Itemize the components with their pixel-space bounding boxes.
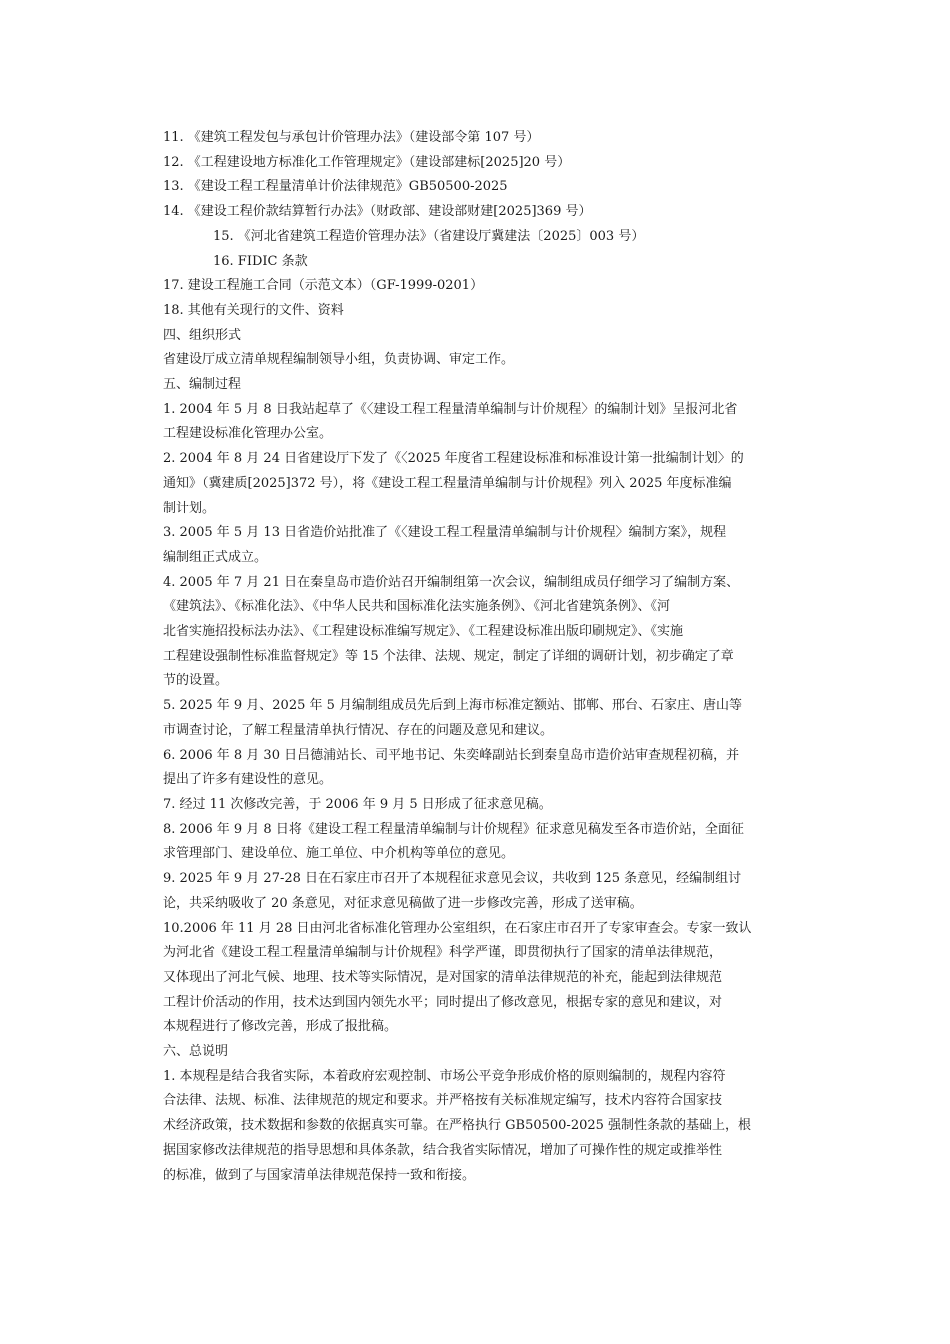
general-list [163, 1065, 793, 1189]
section-process [163, 373, 793, 1040]
general-item [163, 1065, 793, 1189]
text-line: 工程建设强制性标准监督规定》等 15 个法律、法规、规定，制定了详细的调研计划，初步确定了章 [163, 648, 734, 664]
text-line: 论，共采纳吸收了 20 条意见，对征求意见稿做了进一步修改完善，形成了送审稿。 [163, 895, 643, 911]
text-line: 编制组正式成立。 [163, 549, 268, 565]
text-line: 术经济政策，技术数据和参数的依据真实可靠。在严格执行 GB50500-2025 强制性条款的基础上，根 [163, 1118, 752, 1134]
section-organization [163, 324, 793, 373]
text-line: 6. 2006 年 8 月 30 日吕德浦站长、司平地书记、朱奕峰副站长到秦皇岛市造价站审查规程初稿，并 [163, 747, 740, 763]
text-line: 制计划。 [163, 500, 216, 516]
section-heading: 四、组织形式 [163, 327, 242, 343]
reference-item-12: 12. 《工程建设地方标准化工作管理规定》（建设部建标[2025]20 号） [163, 154, 571, 170]
text-line: 8. 2006 年 9 月 8 日将《建设工程工程量清单编制与计价规程》征求意见稿发至各市造价站，全面征 [163, 821, 744, 837]
text-line: 工程计价活动的作用，技术达到国内领先水平；同时提出了修改意见，根据专家的意见和建议，对 [163, 994, 723, 1010]
text-line: 通知》（冀建质[2025]372 号），将《建设工程工程量清单编制与计价规程》列入 2025 年度标准编 [163, 475, 732, 491]
text-line: 本规程进行了修改完善，形成了报批稿。 [163, 1019, 398, 1035]
reference-item-16: 16. FIDIC 条款 [213, 253, 308, 269]
process-item [163, 917, 793, 1041]
section-body: 省建设厅成立清单规程编制领导小组，负责协调、审定工作。 [163, 352, 515, 368]
text-line: 4. 2005 年 7 月 21 日在秦皇岛市造价站召开编制组第一次会议，编制组成员仔细学习了编制方案、 [163, 574, 740, 590]
text-line: 市调查讨论，了解工程量清单执行情况、存在的问题及意见和建议。 [163, 722, 554, 738]
process-item [163, 867, 793, 916]
process-item [163, 818, 793, 867]
reference-item-13: 13. 《建设工程工程量清单计价法律规范》GB50500-2025 [163, 179, 508, 195]
section-heading: 六、总说明 [163, 1044, 229, 1060]
text-line: 节的设置。 [163, 673, 229, 689]
text-line: 9. 2025 年 9 月 27-28 日在石家庄市召开了本规程征求意见会议，共收到 125 条意见，经编制组讨 [163, 871, 742, 887]
text-line: 3. 2005 年 5 月 13 日省造价站批准了《〈建设工程工程量清单编制与计价规程〉编制方案》，规程 [163, 525, 727, 541]
process-item [163, 521, 793, 570]
text-line: 1. 本规程是结合我省实际，本着政府宏观控制、市场公平竞争形成价格的原则编制的，规程内容符 [163, 1068, 726, 1084]
section-general-description [163, 1040, 793, 1188]
text-line: 《建筑法》、《标准化法》、《中华人民共和国标准化法实施条例》、《河北省建筑条例》、《河 [163, 599, 671, 615]
text-line: 的标准，做到了与国家清单法律规范保持一致和衔接。 [163, 1167, 476, 1183]
text-line: 求管理部门、建设单位、施工单位、中介机构等单位的意见。 [163, 846, 515, 862]
text-line: 7. 经过 11 次修改完善，于 2006 年 9 月 5 日形成了征求意见稿。 [163, 796, 552, 812]
text-line: 工程建设标准化管理办公室。 [163, 426, 333, 442]
reference-item-11: 11. 《建筑工程发包与承包计价管理办法》（建设部令第 107 号） [163, 130, 540, 145]
text-line: 1. 2004 年 5 月 8 日我站起草了《〈建设工程工程量清单编制与计价规程〉的编制计划》呈报河北省 [163, 401, 738, 417]
process-item [163, 744, 793, 793]
text-line: 据国家修改法律规范的指导思想和具体条款，结合我省实际情况，增加了可操作性的规定或推举性 [163, 1142, 723, 1158]
text-line: 又体现出了河北气候、地理、技术等实际情况，是对国家的清单法律规范的补充，能起到法律规范 [163, 969, 723, 985]
reference-item-14: 14. 《建设工程价款结算暂行办法》（财政部、建设部财建[2025]369 号） [163, 204, 592, 220]
text-line: 提出了许多有建设性的意见。 [163, 772, 333, 788]
process-item [163, 793, 793, 818]
reference-item-15: 15. 《河北省建筑工程造价管理办法》（省建设厅冀建法〔2025〕003 号） [213, 228, 645, 244]
text-line: 5. 2025 年 9 月、2025 年 5 月编制组成员先后到上海市标准定额站、邯郸、邢台、石家庄、唐山等 [163, 698, 743, 714]
text-line: 合法律、法规、标准、法律规范的规定和要求。并严格按有关标准规定编写，技术内容符合国家技 [163, 1093, 723, 1109]
reference-item-17: 17. 建设工程施工合同（示范文本）（GF-1999-0201） [163, 278, 484, 294]
process-list [163, 398, 793, 1040]
reference-list [163, 126, 793, 324]
process-item [163, 571, 793, 695]
section-heading: 五、编制过程 [163, 377, 242, 393]
text-line: 为河北省《建设工程工程量清单编制与计价规程》科学严谨，即贯彻执行了国家的清单法律规范， [163, 945, 723, 961]
process-item [163, 447, 793, 521]
document-page [163, 126, 793, 1188]
text-line: 10.2006 年 11 月 28 日由河北省标准化管理办公室组织，在石家庄市召开了专家审查会。专家一致认 [163, 920, 752, 936]
text-line: 北省实施招投标法办法》、《工程建设标准编写规定》、《工程建设标准出版印刷规定》、《实施 [163, 624, 684, 640]
reference-item-18: 18. 其他有关现行的文件、资料 [163, 302, 344, 318]
text-line: 2. 2004 年 8 月 24 日省建设厅下发了《〈2025 年度省工程建设标准和标准设计第一批编制计划〉的 [163, 451, 744, 467]
process-item [163, 694, 793, 743]
process-item [163, 398, 793, 447]
